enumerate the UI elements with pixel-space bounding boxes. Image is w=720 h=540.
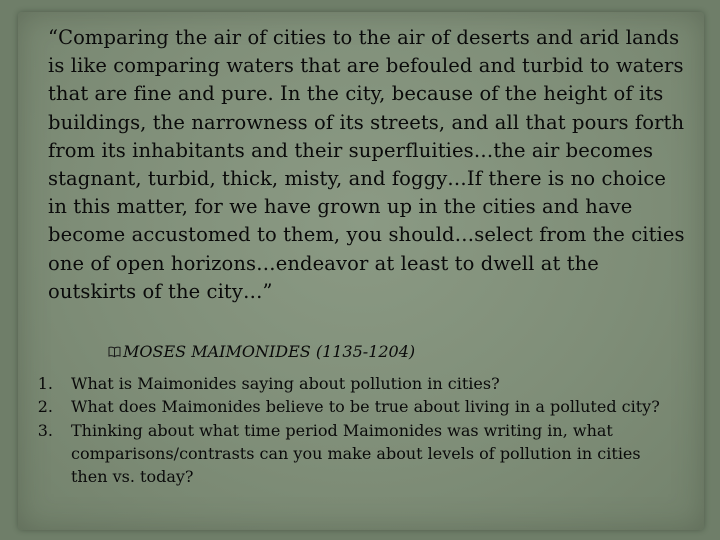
question-number: 1. bbox=[37, 374, 53, 393]
quote-text: “Comparing the air of cities to the air of deserts and arid lands is like comparing waters that are befouled and turbid to waters that are fine and pure. In the city, because of the height of its buildings, the narrowness of its streets, and all that pours forth from its inhabitants and their superfluities…the air becomes stagnant, turbid, thick, misty, and foggy…If there is no choice in this matter, for we have grown up in the cities and have become accustomed to them, you should…select from the cities one of open horizons…endeavor at least to dwell at the outskirts of the city…” bbox=[48, 26, 685, 303]
question-item bbox=[0, 419, 680, 489]
question-text: Thinking about what time period Maimonides was writing in, what comparisons/contrasts can you make about levels of pollution in cities then vs. today? bbox=[71, 420, 641, 487]
question-item bbox=[0, 372, 680, 395]
question-list bbox=[0, 372, 680, 488]
question-item bbox=[0, 395, 680, 418]
author-name: MOSES MAIMONIDES (1135-1204) bbox=[123, 342, 416, 361]
question-text: What is Maimonides saying about pollution in cities? bbox=[71, 374, 500, 393]
question-number: 3. bbox=[37, 420, 53, 440]
book-icon bbox=[108, 345, 121, 358]
question-text: What does Maimonides believe to be true about living in a polluted city? bbox=[71, 397, 660, 417]
quote-attribution bbox=[108, 342, 415, 361]
question-number: 2. bbox=[37, 397, 53, 417]
